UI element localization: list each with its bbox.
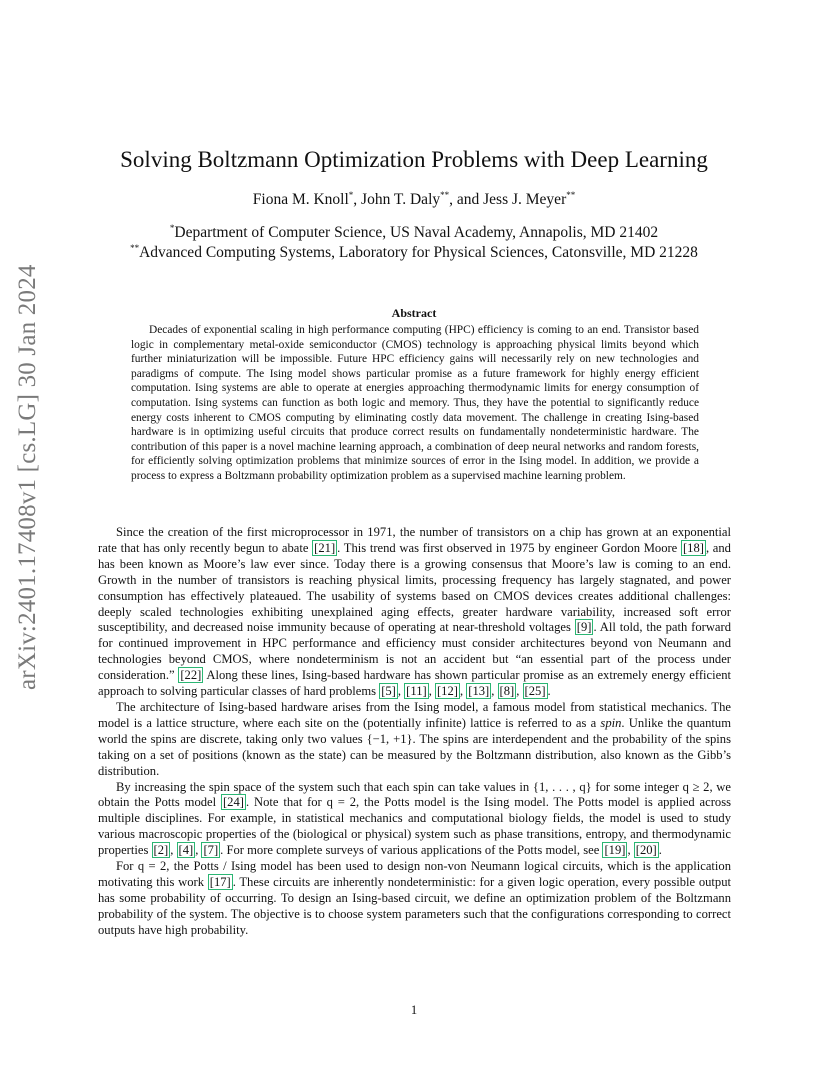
- abstract-text: Decades of exponential scaling in high performance computing (HPC) efficiency is coming to an end. Transistor based logic in complementary metal-oxide semiconductor (CMOS) technology is approaching physical limits beyond which further miniaturization will be impossible. Future HPC efficiency gains will necessarily rely on new technologies and paradigms of compute. The Ising model shows particular promise as a future framework for highly energy efficient computation. Ising systems are able to operate at energies approaching thermodynamic limits for energy consumption of computation. Ising systems can function as both logic and memory. Thus, they have the potential to significantly reduce energy costs inherent to CMOS computing by eliminating costly data movement. The challenge in creating Ising-based hardware is in optimizing useful circuits that produce correct results on fundamentally nondeterministic hardware. The contribution of this paper is a novel machine learning approach, a combination of deep neural networks and random forests, for efficiently solving optimization problems that minimize sources of error in the Ising model. In addition, we provide a process to express a Boltzmann probability optimization problem as a supervised machine learning problem.: [131, 324, 699, 482]
- affiliation-mark: *: [169, 223, 175, 233]
- author-separator: , and: [449, 191, 484, 208]
- citation-link[interactable]: [9]: [576, 620, 592, 635]
- citation-link[interactable]: [25]: [524, 684, 546, 699]
- citation-link[interactable]: [11]: [406, 684, 427, 699]
- affiliation-mark: *: [348, 190, 354, 200]
- arxiv-identifier[interactable]: arXiv:2401.17408v1 [cs.LG] 30 Jan 2024: [14, 264, 41, 690]
- affiliation-mark: **: [566, 190, 576, 200]
- body-text: [98, 525, 731, 939]
- citation-link[interactable]: [19]: [604, 843, 626, 858]
- affiliation-line: [0, 224, 828, 242]
- affiliation-text: Department of Computer Science, US Naval Academy, Annapolis, MD 21402: [174, 224, 659, 241]
- author-name: Jess J. Meyer: [483, 191, 567, 208]
- citation-link[interactable]: [18]: [682, 540, 704, 555]
- author-name: Fiona M. Knoll: [252, 191, 349, 208]
- citation-link[interactable]: [4]: [178, 843, 194, 858]
- citation-link[interactable]: [2]: [153, 843, 169, 858]
- affiliation-mark: **: [130, 243, 140, 253]
- citation-link[interactable]: [20]: [635, 843, 657, 858]
- emphasis: spin: [600, 715, 622, 730]
- citation-link[interactable]: [22]: [180, 668, 202, 683]
- citation-link[interactable]: [8]: [499, 684, 515, 699]
- citation-link[interactable]: [17]: [209, 874, 231, 889]
- abstract-heading: Abstract: [391, 306, 437, 320]
- author-list: [0, 191, 828, 209]
- affiliation-line: [0, 244, 828, 262]
- citation-link[interactable]: [13]: [468, 684, 490, 699]
- author-separator: ,: [353, 191, 362, 208]
- page-number: 1: [410, 1003, 418, 1017]
- paragraph: Since the creation of the first microprocessor in 1971, the number of transistors on a chip has grown at an exponential rate that has only recently begun to abate [21] . This trend was first observed in 1975 by engineer Gordon Moore [18] , and has been known as Moore’s law ever since. Today there is a growing consensus that Moore’s law is coming to an end. Growth in the number of transistors is reaching physical limits, processing frequency has largely stagnated, and power consumption has effectively plateaued. The usability of systems based on CMOS devices creates additional challenges: deeply scaled technologies exhibiting unexplained aging effects, greater hardware variability, increased soft error susceptibility, and decreased noise immunity because of operating at near-threshold voltages [9] . All told, the path forward for continued improvement in HPC performance and efficiency must consider architectures beyond von Neumann and technologies beyond CMOS, where nondeterminism is not an accident but “an essential part of the process under consideration.” [22] Along these lines, Ising-based hardware has shown particular promise as an extremely energy efficient approach to solving particular classes of hard problems [5] , [11] , [12] , [13] , [8] , [25] .: [98, 525, 732, 699]
- paragraph: The architecture of Ising-based hardware arises from the Ising model, a famous model from statistical mechanics. The model is a lattice structure, where each site on the (potentially infinite) lattice is referred to as a spin. Unlike the quantum world the spins are discrete, taking only two values {−1, +1}. The spins are interdependent and the probability of the spins taking on a set of positions (known as the state) can be measured by the Boltzmann distribution, also known as the Gibb’s distribution.: [98, 699, 731, 778]
- paragraph: By increasing the spin space of the system such that each spin can take values in {1, . . . , q} for some integer q ≥ 2, we obtain the Potts model [24] . Note that for q = 2, the Potts model is the Ising model. The Potts model is applied across multiple disciplines. For example, in statistical mechanics and computational biology fields, the model is used to study various macroscopic properties of the (biological or physical) system such as phase transitions, entropy, and thermodynamic properties [2] , [4] , [7] . For more complete surveys of various applications of the Potts model, see [19] , [20] .: [98, 779, 731, 858]
- affiliation-mark: **: [440, 190, 450, 200]
- citation-link[interactable]: [12]: [436, 684, 458, 699]
- citation-link[interactable]: [24]: [222, 795, 244, 810]
- author-name: John T. Daly: [361, 191, 441, 208]
- paragraph: For q = 2, the Potts / Ising model has been used to design non-von Neumann logical circuits, which is the application motivating this work [17] . These circuits are inherently nondeterministic: for a given logic operation, every possible output has some probability of occurring. To design an Ising-based circuit, we define an optimization problem of the Boltzmann probability of the system. The objective is to choose system parameters such that the configurations corresponding to correct outputs have high probability.: [98, 859, 732, 937]
- citation-link[interactable]: [5]: [381, 684, 396, 699]
- affiliation-text: Advanced Computing Systems, Laboratory for Physical Sciences, Catonsville, MD 21228: [139, 244, 698, 261]
- citation-link[interactable]: [21]: [314, 540, 336, 555]
- paper-title: Solving Boltzmann Optimization Problems with Deep Learning: [120, 147, 708, 172]
- citation-link[interactable]: [7]: [203, 843, 219, 858]
